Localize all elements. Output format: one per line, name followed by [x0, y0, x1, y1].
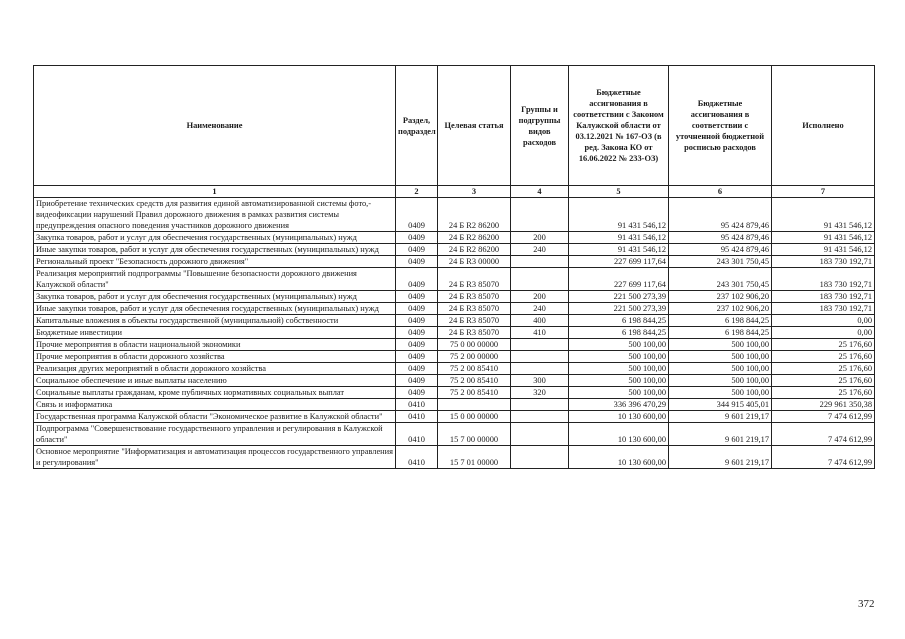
table-row	[34, 232, 875, 244]
row-section: 0410	[396, 446, 438, 469]
row-group	[511, 198, 569, 232]
header-budget-refined: Бюджетные ассигнования в соответствии с уточненной бюджетной росписью расходов	[669, 66, 772, 186]
row-section: 0410	[396, 423, 438, 446]
row-name: Региональный проект "Безопасность дорожного движения"	[34, 256, 396, 268]
row-budget-law: 500 100,00	[569, 339, 669, 351]
row-budget-law: 221 500 273,39	[569, 291, 669, 303]
row-section: 0409	[396, 375, 438, 387]
row-group: 320	[511, 387, 569, 399]
column-number: 3	[438, 186, 511, 198]
row-executed: 25 176,60	[772, 351, 875, 363]
row-budget-refined: 500 100,00	[669, 351, 772, 363]
row-budget-law: 91 431 546,12	[569, 244, 669, 256]
row-budget-refined: 95 424 879,46	[669, 198, 772, 232]
row-group: 400	[511, 315, 569, 327]
row-target: 75 2 00 85410	[438, 387, 511, 399]
row-executed: 183 730 192,71	[772, 303, 875, 315]
table-header-row	[34, 66, 875, 186]
row-budget-refined: 500 100,00	[669, 375, 772, 387]
row-target: 75 0 00 00000	[438, 339, 511, 351]
row-target: 24 Б R2 86200	[438, 198, 511, 232]
row-executed: 7 474 612,99	[772, 446, 875, 469]
table-row	[34, 423, 875, 446]
row-budget-law: 6 198 844,25	[569, 327, 669, 339]
row-target: 24 Б R2 86200	[438, 244, 511, 256]
row-section: 0409	[396, 244, 438, 256]
column-number: 5	[569, 186, 669, 198]
row-name: Государственная программа Калужской области "Экономическое развитие в Калужской области"	[34, 411, 396, 423]
table-row	[34, 446, 875, 469]
row-group	[511, 423, 569, 446]
column-number-row	[34, 186, 875, 198]
table-row	[34, 351, 875, 363]
row-budget-law: 500 100,00	[569, 363, 669, 375]
row-name: Бюджетные инвестиции	[34, 327, 396, 339]
budget-table	[33, 65, 875, 469]
row-budget-refined: 243 301 750,45	[669, 268, 772, 291]
row-section: 0409	[396, 232, 438, 244]
row-name: Приобретение технических средств для развития единой автоматизированной системы фото,- видеофиксации нарушений Правил дорожного движения в рамках развития системы предупреждения опасного поведения участников дорожного движения	[34, 198, 396, 232]
header-section: Раздел, подраздел	[396, 66, 438, 186]
row-name: Закупка товаров, работ и услуг для обеспечения государственных (муниципальных) нужд	[34, 232, 396, 244]
row-executed: 7 474 612,99	[772, 411, 875, 423]
row-budget-refined: 95 424 879,46	[669, 232, 772, 244]
row-name: Связь и информатика	[34, 399, 396, 411]
row-executed: 0,00	[772, 327, 875, 339]
row-budget-refined: 6 198 844,25	[669, 315, 772, 327]
row-group: 240	[511, 303, 569, 315]
header-target: Целевая статья	[438, 66, 511, 186]
header-executed: Исполнено	[772, 66, 875, 186]
row-section: 0409	[396, 351, 438, 363]
column-number: 1	[34, 186, 396, 198]
row-executed: 183 730 192,71	[772, 256, 875, 268]
row-executed: 183 730 192,71	[772, 291, 875, 303]
row-name: Иные закупки товаров, работ и услуг для обеспечения государственных (муниципальных) нужд	[34, 244, 396, 256]
row-budget-refined: 500 100,00	[669, 387, 772, 399]
row-group: 200	[511, 291, 569, 303]
table-row	[34, 363, 875, 375]
row-executed: 25 176,60	[772, 375, 875, 387]
row-target	[438, 399, 511, 411]
row-budget-refined: 9 601 219,17	[669, 423, 772, 446]
row-budget-law: 500 100,00	[569, 387, 669, 399]
row-group	[511, 411, 569, 423]
table-row	[34, 327, 875, 339]
header-name: Наименование	[34, 66, 396, 186]
row-name: Прочие мероприятия в области дорожного хозяйства	[34, 351, 396, 363]
table-row	[34, 291, 875, 303]
row-budget-refined: 9 601 219,17	[669, 446, 772, 469]
row-budget-refined: 243 301 750,45	[669, 256, 772, 268]
row-executed: 25 176,60	[772, 339, 875, 351]
header-group: Группы и подгруппы видов расходов	[511, 66, 569, 186]
row-budget-law: 336 396 470,29	[569, 399, 669, 411]
row-name: Социальные выплаты гражданам, кроме публичных нормативных социальных выплат	[34, 387, 396, 399]
row-target: 75 2 00 00000	[438, 351, 511, 363]
row-budget-law: 10 130 600,00	[569, 423, 669, 446]
row-target: 75 2 00 85410	[438, 375, 511, 387]
row-target: 24 Б R3 85070	[438, 291, 511, 303]
row-section: 0409	[396, 339, 438, 351]
row-target: 24 Б R3 00000	[438, 256, 511, 268]
row-target: 15 7 01 00000	[438, 446, 511, 469]
row-budget-law: 10 130 600,00	[569, 411, 669, 423]
row-group	[511, 339, 569, 351]
table-row	[34, 339, 875, 351]
row-section: 0409	[396, 327, 438, 339]
row-target: 24 Б R3 85070	[438, 303, 511, 315]
row-group	[511, 351, 569, 363]
row-group: 410	[511, 327, 569, 339]
row-name: Иные закупки товаров, работ и услуг для обеспечения государственных (муниципальных) нужд	[34, 303, 396, 315]
table-row	[34, 399, 875, 411]
row-group	[511, 399, 569, 411]
row-target: 75 2 00 85410	[438, 363, 511, 375]
table-body	[34, 198, 875, 469]
row-section: 0410	[396, 411, 438, 423]
row-budget-law: 500 100,00	[569, 351, 669, 363]
row-budget-refined: 500 100,00	[669, 339, 772, 351]
table-row	[34, 198, 875, 232]
row-group	[511, 256, 569, 268]
row-budget-law: 500 100,00	[569, 375, 669, 387]
column-number: 2	[396, 186, 438, 198]
row-target: 24 Б R3 85070	[438, 315, 511, 327]
row-budget-law: 227 699 117,64	[569, 256, 669, 268]
row-executed: 91 431 546,12	[772, 244, 875, 256]
row-executed: 91 431 546,12	[772, 198, 875, 232]
row-budget-law: 91 431 546,12	[569, 232, 669, 244]
row-target: 24 Б R2 86200	[438, 232, 511, 244]
row-name: Закупка товаров, работ и услуг для обеспечения государственных (муниципальных) нужд	[34, 291, 396, 303]
row-budget-law: 221 500 273,39	[569, 303, 669, 315]
table-row	[34, 375, 875, 387]
row-budget-refined: 344 915 405,01	[669, 399, 772, 411]
table-row	[34, 256, 875, 268]
row-budget-refined: 9 601 219,17	[669, 411, 772, 423]
row-budget-refined: 95 424 879,46	[669, 244, 772, 256]
row-section: 0409	[396, 387, 438, 399]
row-executed: 229 961 350,38	[772, 399, 875, 411]
row-budget-law: 227 699 117,64	[569, 268, 669, 291]
row-budget-refined: 237 102 906,20	[669, 303, 772, 315]
row-budget-law: 91 431 546,12	[569, 198, 669, 232]
row-group: 200	[511, 232, 569, 244]
table-row	[34, 244, 875, 256]
row-name: Основное мероприятие "Информатизация и автоматизация процессов государственного управления и регулирования"	[34, 446, 396, 469]
row-name: Социальное обеспечение и иные выплаты населению	[34, 375, 396, 387]
table-row	[34, 268, 875, 291]
column-number: 7	[772, 186, 875, 198]
row-budget-refined: 500 100,00	[669, 363, 772, 375]
table-row	[34, 411, 875, 423]
row-group	[511, 268, 569, 291]
row-executed: 7 474 612,99	[772, 423, 875, 446]
row-target: 15 0 00 00000	[438, 411, 511, 423]
row-name: Капитальные вложения в объекты государственной (муниципальной) собственности	[34, 315, 396, 327]
row-executed: 183 730 192,71	[772, 268, 875, 291]
row-target: 24 Б R3 85070	[438, 268, 511, 291]
row-group: 240	[511, 244, 569, 256]
table-row	[34, 303, 875, 315]
row-executed: 25 176,60	[772, 387, 875, 399]
row-target: 24 Б R3 85070	[438, 327, 511, 339]
row-section: 0409	[396, 198, 438, 232]
row-section: 0409	[396, 315, 438, 327]
row-name: Реализация мероприятий подпрограммы "Повышение безопасности дорожного движения Калужской области"	[34, 268, 396, 291]
row-section: 0409	[396, 268, 438, 291]
row-budget-law: 6 198 844,25	[569, 315, 669, 327]
table-row	[34, 315, 875, 327]
row-executed: 0,00	[772, 315, 875, 327]
header-budget-law: Бюджетные ассигнования в соответствии с Законом Калужской области от 03.12.2021 № 167-ОЗ (в ред. Закона КО от 16.06.2022 № 233-ОЗ)	[569, 66, 669, 186]
row-section: 0409	[396, 256, 438, 268]
row-section: 0409	[396, 291, 438, 303]
row-executed: 91 431 546,12	[772, 232, 875, 244]
row-target: 15 7 00 00000	[438, 423, 511, 446]
table-row	[34, 387, 875, 399]
row-section: 0409	[396, 303, 438, 315]
row-group	[511, 446, 569, 469]
column-number: 4	[511, 186, 569, 198]
row-section: 0410	[396, 399, 438, 411]
page-number: 372	[858, 598, 875, 610]
row-budget-law: 10 130 600,00	[569, 446, 669, 469]
row-budget-refined: 237 102 906,20	[669, 291, 772, 303]
row-name: Подпрограмма "Совершенствование государственного управления и регулирования в Калужской области"	[34, 423, 396, 446]
row-name: Прочие мероприятия в области национальной экономики	[34, 339, 396, 351]
row-budget-refined: 6 198 844,25	[669, 327, 772, 339]
row-name: Реализация других мероприятий в области дорожного хозяйства	[34, 363, 396, 375]
row-executed: 25 176,60	[772, 363, 875, 375]
row-section: 0409	[396, 363, 438, 375]
row-group: 300	[511, 375, 569, 387]
row-group	[511, 363, 569, 375]
column-number: 6	[669, 186, 772, 198]
